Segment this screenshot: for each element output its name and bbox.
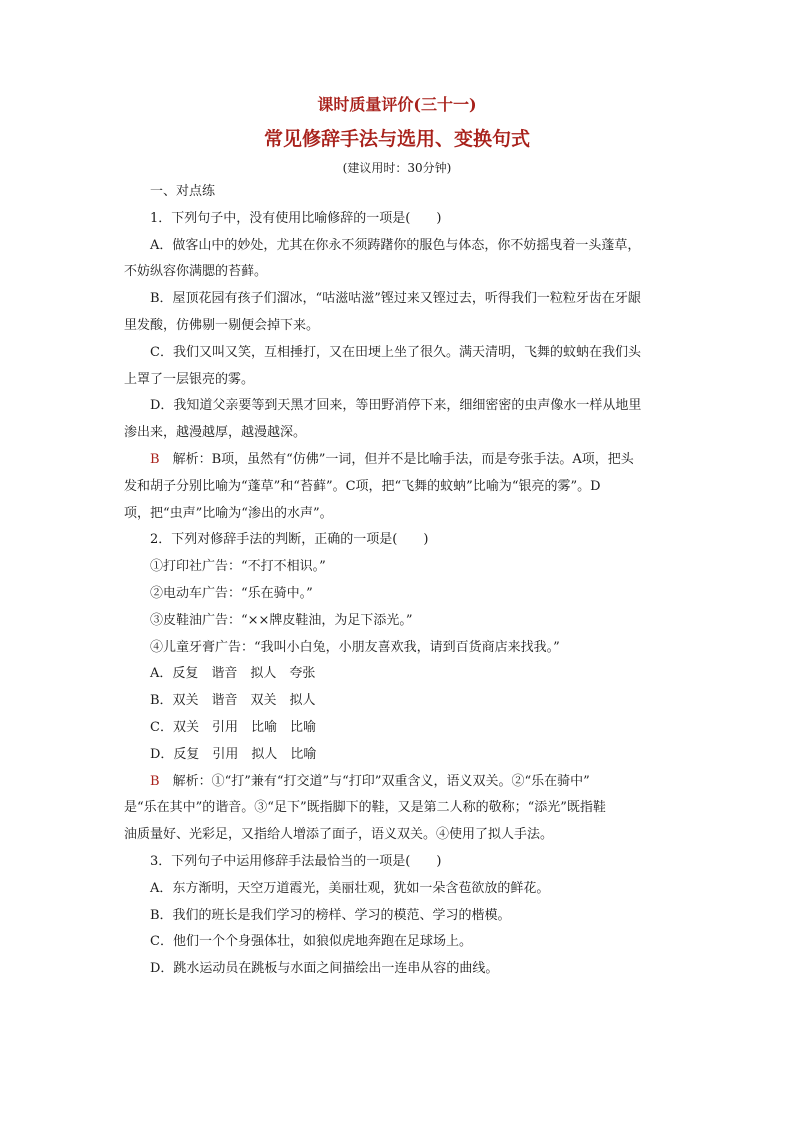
section-heading: 一、对点练 bbox=[150, 184, 216, 199]
q1-option-a-cont: 不妨纵容你满腮的苔藓。 bbox=[124, 264, 268, 280]
time-note: (建议用时：30分钟) bbox=[342, 161, 452, 175]
q1-explanation-cont2: 项，把“虫声”比喻为“渗出的水声”。 bbox=[124, 505, 333, 521]
q3-option-c: C．他们一个个身强体壮，如狼似虎地奔跑在足球场上。 bbox=[150, 934, 472, 950]
q1-option-a: A．做客山中的妙处，尤其在你永不须踌躇你的服色与体态，你不妨摇曳着一头蓬草， bbox=[150, 237, 641, 253]
q1-explanation-text: 解析：B项，虽然有“仿佛”一词，但并不是比喻手法，而是夸张手法。A项，把头 bbox=[159, 451, 634, 467]
q2-option-c: C．双关 引用 比喻 比喻 bbox=[150, 719, 316, 735]
q2-answer: B bbox=[150, 773, 160, 789]
page-title: 课时质量评价(三十一) bbox=[317, 95, 477, 114]
q1-stem: 1．下列句子中，没有使用比喻修辞的一项是( ) bbox=[150, 210, 442, 226]
q3-option-b: B．我们的班长是我们学习的榜样、学习的模范、学习的楷模。 bbox=[150, 907, 511, 923]
q1-option-c: C．我们又叫又笑，互相捶打，又在田埂上坐了很久。满天清明，飞舞的蚊蚋在我们头 bbox=[150, 344, 641, 360]
q1-answer: B bbox=[150, 451, 160, 467]
q1-option-d: D．我知道父亲要等到天黑才回来，等田野消停下来，细细密密的虫声像水一样从地里 bbox=[150, 398, 642, 414]
q1-option-b-cont: 里发酸，仿佛剔一剔便会掉下来。 bbox=[124, 317, 320, 333]
page-subtitle: 常见修辞手法与选用、变换句式 bbox=[263, 128, 530, 150]
q2-item-3: ③皮鞋油广告：“××牌皮鞋油，为足下添光。” bbox=[150, 612, 413, 628]
q1-explanation bbox=[124, 447, 670, 474]
q1-explanation-cont: 发和胡子分别比喻为“蓬草”和“苔藓”。C项，把“飞舞的蚊蚋”比喻为“银亮的雾”。D bbox=[124, 478, 601, 494]
q2-explanation-cont: 是“乐在其中”的谐音。③“足下”既指脚下的鞋，又是第二人称的敬称；“添光”既指鞋 bbox=[124, 800, 606, 816]
q2-option-d: D．反复 引用 拟人 比喻 bbox=[150, 746, 317, 762]
q2-explanation bbox=[124, 769, 670, 796]
q1-option-c-cont: 上罩了一层银亮的雾。 bbox=[124, 371, 255, 387]
q2-item-4: ④儿童牙膏广告：“我叫小白兔，小朋友喜欢我，请到百货商店来找我。” bbox=[150, 639, 560, 655]
q2-explanation-text: 解析：①“打”兼有“打交道”与“打印”双重含义，语义双关。②“乐在骑中” bbox=[159, 773, 590, 789]
q3-stem: 3．下列句子中运用修辞手法最恰当的一项是( ) bbox=[150, 853, 442, 869]
q2-explanation-cont2: 油质量好、光彩足，又指给人增添了面子，语义双关。④使用了拟人手法。 bbox=[124, 827, 554, 843]
q3-option-a: A．东方渐明，天空万道霞光，美丽壮观，犹如一朵含苞欲放的鲜花。 bbox=[150, 880, 550, 896]
q2-option-a: A．反复 谐音 拟人 夸张 bbox=[150, 666, 316, 682]
q1-option-d-cont: 渗出来，越漫越厚，越漫越深。 bbox=[124, 425, 307, 441]
q2-option-b: B．双关 谐音 双关 拟人 bbox=[150, 693, 316, 709]
q1-option-b: B．屋顶花园有孩子们溜冰，“咕滋咕滋”铿过来又铿过去，听得我们一粒粒牙齿在牙龈 bbox=[150, 291, 641, 307]
q2-item-1: ①打印社广告：“不打不相识。” bbox=[150, 559, 326, 575]
q3-option-d: D．跳水运动员在跳板与水面之间描绘出一连串从容的曲线。 bbox=[150, 961, 499, 977]
q2-stem: 2．下列对修辞手法的判断，正确的一项是( ) bbox=[150, 532, 429, 548]
q2-item-2: ②电动车广告：“乐在骑中。” bbox=[150, 585, 313, 601]
